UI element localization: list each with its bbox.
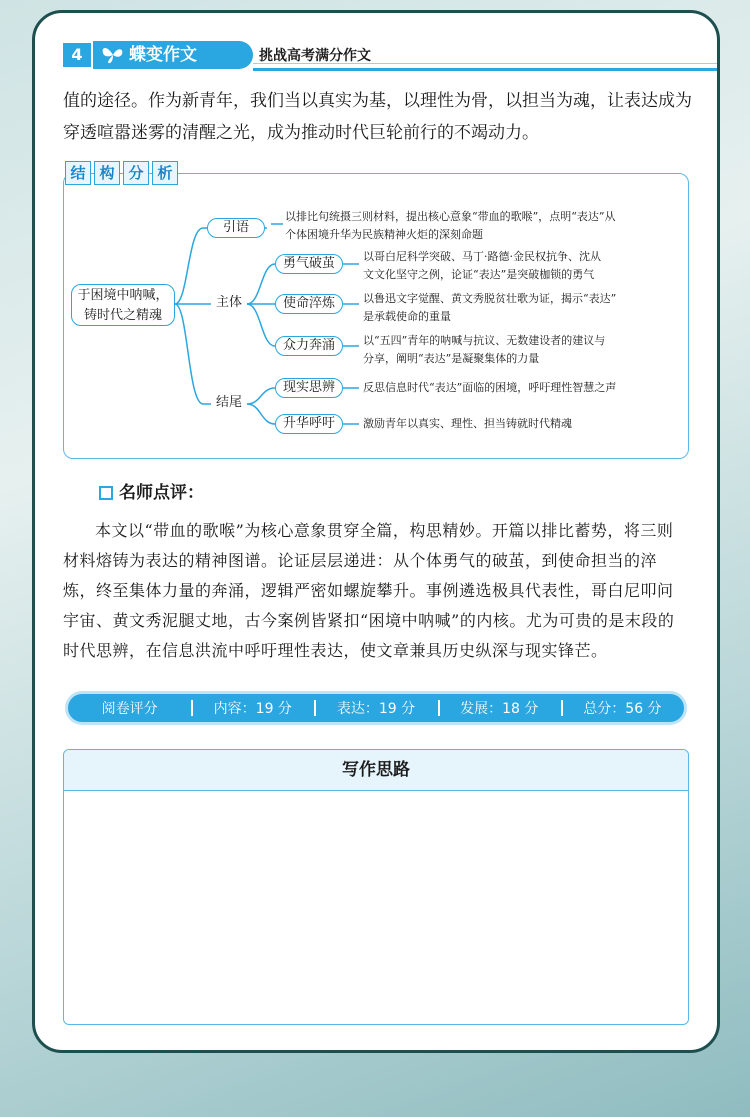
title-char: 构 [94,161,120,185]
sub-mission-label: 使命淬炼 [282,296,335,311]
brand-logo [93,41,253,69]
score-development: 发展：18 分 [438,698,561,718]
writing-area[interactable] [64,791,688,1025]
writing-ideas-title: 写作思路 [64,750,688,791]
review-title-text: 名师点评： [119,483,204,503]
branch-body-label: 主体 [215,295,242,310]
note-intro-1: 以排比句统摄三则材料，提出核心意象“带血的歌喉”，点明“表达”从 [285,210,616,223]
note-mission-2: 是承载使命的重量 [363,310,451,323]
square-icon [99,486,113,500]
title-char: 析 [152,161,178,185]
sub-elevate [275,414,343,434]
branch-intro [207,218,265,238]
score-total: 总分：56 分 [561,698,684,718]
sub-reflect [275,378,343,398]
page-number: 4 [63,43,91,67]
note-reflect: 反思信息时代“表达”面临的困境，呼吁理性智慧之声 [363,381,617,394]
score-expression: 表达：19 分 [314,698,437,718]
score-label: 阅卷评分 [101,701,158,717]
header-subtitle: 挑战高考满分作文 [259,48,371,64]
score-content: 内容：19 分 [191,698,314,718]
sub-collective [275,336,343,356]
butterfly-icon [101,45,125,65]
sub-courage [275,254,343,274]
branch-intro-label: 引语 [222,220,249,235]
header-rule [253,68,720,71]
branch-ending-label: 结尾 [215,395,242,410]
mind-map [63,198,689,448]
intro-paragraph: 值的途径。作为新青年，我们当以真实为基，以理性为骨，以担当为魂，让表达成为穿透喧嚣迷雾的清醒之光，成为推动时代巨轮前行的不竭动力。 [63,91,692,143]
root-label: 于困境中呐喊，铸时代之精魂 [77,288,169,323]
page-header [63,41,693,71]
note-intro-2: 个体困境升华为民族精神火炬的深刻命题 [285,228,483,241]
sub-courage-label: 勇气破茧 [282,256,335,271]
structure-analysis-title [65,161,181,185]
sub-collective-label: 众力奔涌 [282,338,335,353]
note-collective-2: 分享，阐明“表达”是凝聚集体的力量 [363,352,540,365]
page-card [32,10,720,1053]
title-char: 分 [123,161,149,185]
brand-name: 蝶变作文 [129,45,197,65]
note-courage-1: 以哥白尼科学突破、马丁·路德·金民权抗争、沈从 [363,250,601,263]
review-title [99,478,204,503]
review-body: 本文以“带血的歌喉”为核心意象贯穿全篇，构思精妙。开篇以排比蓄势，将三则材料熔铸为表达的精神图谱。论证层层递进：从个体勇气的破茧，到使命担当的淬炼，终至集体力量的奔涌，逻辑严密如螺旋攀升。事例遴选极具代表性，哥白尼叩问宇宙、黄文秀泥腿丈地，古今案例皆紧扣“困境中呐喊”的内核。尤为可贵的是末段的时代思辨，在信息洪流中呼吁理性表达，使文章兼具历史纵深与现实锋芒。 [63,521,675,660]
note-elevate: 激励青年以真实、理性、担当铸就时代精魂 [363,417,572,430]
sub-elevate-label: 升华呼吁 [282,416,335,431]
note-courage-2: 文文化坚守之例，论证“表达”是突破枷锁的勇气 [363,268,595,281]
branch-ending [211,394,247,414]
sub-mission [275,294,343,314]
root-node [71,284,175,326]
note-mission-1: 以鲁迅文字觉醒、黄文秀脱贫壮歌为证，揭示“表达” [363,292,617,305]
sub-reflect-label: 现实思辨 [282,380,335,395]
branch-body [211,294,247,314]
score-bar [65,691,687,725]
writing-ideas-box [63,749,689,1025]
note-collective-1: 以“五四”青年的呐喊与抗议、无数建设者的建议与 [363,334,606,347]
title-char: 结 [65,161,91,185]
